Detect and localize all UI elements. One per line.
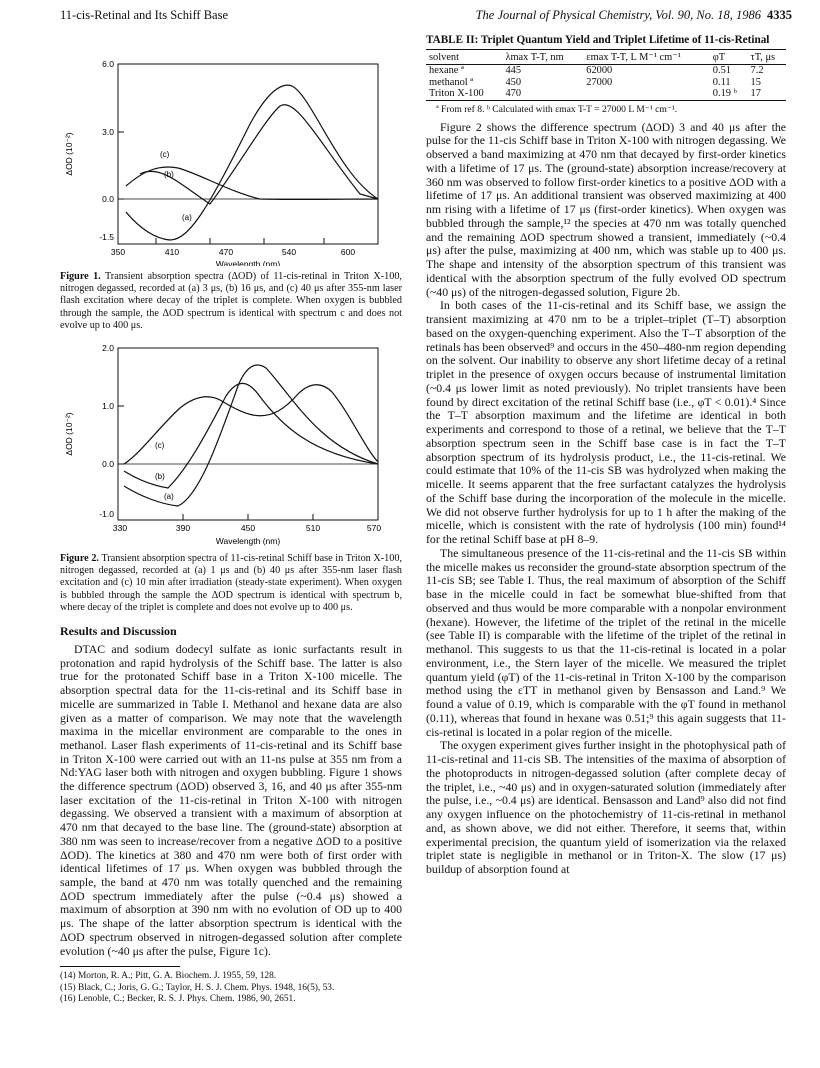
figure-2-caption [60, 553, 402, 614]
table-row [426, 77, 786, 89]
fig2-xtick-1: 390 [175, 523, 191, 534]
left-column [60, 34, 402, 1005]
fig2-label-a: (a) [164, 492, 174, 502]
figure-2-caption-text: Transient absorption spectra of 11-cis-retinal Schiff base in Triton X-100, nitrogen degassed, recorded at (a) 1 μs and (b) 40 μs after 355-nm laser flash excitation and (c) 10 min after irradiation (steady-state experiment). When oxygen is bubbled through the sample the ΔOD spectrum is identical with spectrum b, where decay of the triplet is complete and does not evolve up to 400 μs. [60, 553, 402, 613]
fig2-xtick-4: 570 [366, 523, 382, 534]
fig1-ytick-1: 3.0 [102, 127, 114, 137]
table-cell: 445 [505, 65, 522, 76]
table-cell: Triton X-100 [426, 88, 502, 100]
fig2-xtick-2: 450 [240, 523, 256, 534]
fig1-xtick-4: 600 [340, 247, 356, 257]
table-cell: 17 [748, 88, 786, 100]
fig1-ytick-0: 6.0 [102, 59, 114, 69]
fig2-xlabel: Wavelength (nm) [215, 536, 281, 547]
table-cell: 0.19 ᵇ [710, 88, 748, 100]
table-cell: 15 [750, 76, 761, 88]
fig1-ytick-3: -1.5 [99, 232, 114, 242]
running-header-right [476, 8, 792, 23]
right-column [426, 34, 786, 877]
fig1-ylabel: ΔOD (10⁻²) [64, 132, 74, 176]
table-2-header-solvent: solvent [426, 50, 502, 65]
fig1-curve-b [140, 105, 378, 204]
fig2-ytick-2: 0.0 [102, 459, 114, 470]
fig2-xtick-0: 330 [112, 523, 128, 534]
fig2-x-ticks [183, 514, 313, 520]
fig1-xtick-2: 470 [218, 247, 234, 257]
table-row [426, 88, 786, 100]
section-heading: Results and Discussion [60, 624, 177, 639]
fig2-ytick-3: -1.0 [99, 509, 114, 520]
fig1-curve-a [126, 85, 378, 240]
fig1-xtick-3: 540 [281, 247, 297, 257]
fig2-label-c: (c) [155, 441, 165, 451]
table-cell: 0.51 [712, 65, 731, 76]
journal-citation: The Journal of Physical Chemistry, Vol. 90, No. 18, 1986 [475, 8, 761, 22]
page-number: 4335 [767, 8, 792, 22]
reference-15: (15) Black, C.; Joris, G. G.; Taylor, H. S. J. Chem. Phys. 1948, 16(5), 53. [60, 982, 335, 993]
table-cell: 450 [505, 76, 522, 88]
fig2-label-b: (b) [155, 472, 165, 482]
table-2-header-tau: τT, μs [748, 50, 786, 65]
table-2-header-phi: φT [710, 50, 748, 65]
fig1-label-c: (c) [160, 150, 170, 159]
fig1-plot-frame [118, 64, 378, 244]
figure-1-chart [60, 34, 402, 266]
table-cell [583, 88, 710, 100]
table-cell: 62000 [586, 65, 613, 76]
table-2-footnote: ª From ref 8. ᵇ Calculated with εmax T-T = 27000 L M⁻¹ cm⁻¹. [436, 103, 678, 115]
references [60, 966, 335, 1005]
fig1-y-ticks [118, 64, 124, 199]
figure-1-caption-text: Transient absorption spectra (ΔOD) of 11-cis-retinal in Triton X-100, nitrogen degassed, recorded at (a) 3 μs, (b) 16 μs, and (c) 40 μs after 355-nm laser flash excitation where decay of the triplet is complete. When oxygen is bubbled through the sample, the ΔOD spectrum is identical with spectrum c and does not evolve up to 400 μs. [60, 271, 402, 331]
right-paragraph-4: The oxygen experiment gives further insight in the photophysical path of 11-cis-retinal and 11-cis SB. The intensities of the maxima of absorption of the photoproducts in nitrogen-degassed solution (after complete decay of the triplet, i.e., ~40 μs) and in oxygen-saturated solution (immediately after the pulse, i.e., ~0.4 μs) are identical. Bensasson and Land⁹ also did not find any oxygen influence on the photochemistry of 11-cis-retinal in methanol and, as shown above, we did not either. Therefore, it seems that, within experimental precision, the quantum yield of isomerization via the relaxed triplet state is negligible in methanol or in Triton-X. The slow (17 μs) buildup of absorption found at [426, 738, 786, 876]
reference-14: (14) Morton, R. A.; Pitt, G. A. Biochem. J. 1955, 59, 128. [60, 971, 277, 982]
table-cell: 470 [502, 88, 583, 100]
running-header-left: 11-cis-Retinal and Its Schiff Base [60, 8, 229, 22]
fig2-curve-c [124, 385, 378, 464]
table-cell: methanol ª [429, 76, 474, 88]
fig1-label-a: (a) [182, 213, 192, 222]
fig1-ytick-2: 0.0 [102, 194, 114, 204]
table-2 [426, 49, 786, 101]
table-cell: 7.2 [750, 65, 764, 76]
fig2-xtick-3: 510 [305, 523, 321, 534]
right-paragraph-2: In both cases of the 11-cis-retinal and its Schiff base, we assign the transient maximizing at 470 nm to be a triplet–triplet (T–T) absorption based on the oxygen-quenching experiment. Also the T–T absorption of the retinals has been observed⁹ and occurs in the 450–480-nm region depending on the solvent. Our inability to observe any short lifetime decay of a retinal triplet in the presence of oxygen occurs because of instrumental limitation (~0.4 μs lower limit as noted previously). No triplet transients have been found by direct excitation of the retinal Schiff base (i.e., φT < 0.01).⁴ Since the T–T absorption maximum and the lifetime are identical in both experiments and correspond to those of a retinal, we believe that the T–T absorption spectrum seen in the Schiff base case is in fact the T–T absorption spectrum of its hydrolysis product, i.e., the 11-cis-retinal. We could estimate that 10% of the 11-cis SB was hydrolyzed when making the micelle. It seems apparent that the free surfactant catalyzes the hydrolysis of the Schiff base during the incorporation of the molecule in the micelle. We did not observe further hydrolysis for up to 1 h after the making of the micelle, which is consistent with the rate of hydrolysis (100 min) found¹⁴ for the retinal Schiff base at pH 8–9. [426, 298, 786, 546]
figure-2-caption-lead: Figure 2. [60, 553, 99, 565]
table-2-header-row [426, 50, 786, 65]
fig1-x-ticks [156, 238, 324, 244]
fig2-ytick-0: 2.0 [102, 343, 114, 354]
right-paragraph-3: The simultaneous presence of the 11-cis-retinal and the 11-cis SB within the micelle makes us reconsider the ground-state absorption spectrum of the 11-cis SB; see Table I. Thus, the real maximum of absorption of the Schiff base in the micelle could in fact be somewhat blue-shifted from that observed and thus would be more comparable with a nonpolar environment (hexane). However, the lifetime of the triplet of the retinal in the micelle (see Table II) is comparable with the lifetime of the triplet of the retinal in methanol. This suggests to us that the 11-cis-retinal is located in a polar environment, i.e., the Stern layer of the micelle. We measured the triplet quantum yield (φT) of the 11-cis-retinal in Triton X-100 by the comparison method using the εTT in methanol given by Bensasson and Land.⁹ We found a value of 0.19, which is comparable with the φT found in methanol (0.11), whereas that found in hexane was 0.51;⁹ this again suggests that 11-cis-retinal is located in a polar region of the micelle. [426, 545, 786, 739]
fig2-y-ticks [118, 348, 124, 464]
right-paragraph-1: Figure 2 shows the difference spectrum (ΔOD) 3 and 40 μs after the pulse for the 11-cis Schiff base in Triton X-100 with nitrogen degassing. We observed a band maximizing at 470 nm that decayed by first-order kinetics with a lifetime of 17 μs. The (ground-state) absorption increase/recovery at 360 nm was observed to follow first-order kinetics to a positive ΔOD with a lifetime of 17 μs. An additional transient was observed maximizing at 400 nm rising with a lifetime of 17 μs (first-order kinetics). When oxygen was bubbled through the sample,¹² the species at 470 nm was totally quenched and the remaining ΔOD spectrum showed a transient, immediately (~0.4 μs) after the pulse, maximizing at 400 nm, which was stable up to 400 μs. The shape and intensity of the absorption spectrum of this transient was identical with the absorption spectrum of the fully evolved OD spectrum (~40 μs) of the nitrogen-degassed solution, Figure 2b. [426, 119, 786, 299]
fig2-plot-frame [118, 348, 378, 520]
table-cell: 0.11 [712, 76, 731, 88]
table-row [426, 65, 786, 77]
fig2-ytick-1: 1.0 [102, 401, 114, 412]
table-cell: 27000 [586, 76, 613, 88]
fig1-label-b: (b) [164, 170, 174, 179]
fig1-xlabel: Wavelength (nm) [215, 259, 281, 266]
table-cell: hexane ª [429, 65, 464, 76]
table-2-title: TABLE II: Triplet Quantum Yield and Triplet Lifetime of 11-cis-Retinal [426, 34, 770, 46]
fig1-xtick-1: 410 [164, 247, 180, 257]
table-2-header-epsilon: εmax T-T, L M⁻¹ cm⁻¹ [583, 50, 710, 65]
left-paragraph-1: DTAC and sodium dodecyl sulfate as ionic surfactants result in protonation and rapid hydrolysis of the Schiff base. The latter is also true for the protonated Schiff base in a Triton X-100 micelle. The absorption spectral data for the 11-cis-retinal and its Schiff base in micelle are summarized in Table I. Methanol and hexane data are also given as a matter of comparison. We may note that the wavelength maxima in the micellar environment are comparable to the ones in methanol. Laser flash experiments of 11-cis-retinal and its Schiff base in Triton X-100 were carried out with an 11-ns pulse at 355 nm from a Nd:YAG laser both with nitrogen and oxygen bubbling. Figure 1 shows the difference spectrum (ΔOD) observed 3, 16, and 40 μs after 355-nm laser excitation of the 11-cis-retinal in Triton X-100 with nitrogen degassing. We observed a transient with a maximum of absorption at 470 nm that decayed to the base line. The (ground-state) absorption at 380 nm was seen to increase/recover from a negative ΔOD to a positive ΔOD). The kinetics at 380 and 470 nm were both of first order with identical lifetimes of 17 μs. When oxygen was bubbled through the sample, the band at 470 nm was totally quenched and the remaining ΔOD spectrum immediately after the pulse (~0.4 μs) showed a maximum of absorption at 390 nm with no evolution of OD up to 400 μs. The shape of the latter absorption spectrum is identical with the ΔOD spectrum observed in nitrogen-degassed solution after complete evolution (~40 μs after the pulse, Figure 1c). [60, 642, 402, 958]
reference-16: (16) Lenoble, C.; Becker, R. S. J. Phys. Chem. 1986, 90, 2651. [60, 994, 296, 1005]
figure-1-caption-lead: Figure 1. [60, 271, 101, 282]
figure-1-caption [60, 271, 402, 332]
fig1-xtick-0: 350 [110, 247, 126, 257]
fig2-ylabel: ΔOD (10⁻²) [64, 412, 74, 456]
table-2-header-lambda: λmax T-T, nm [502, 50, 583, 65]
figure-2-chart [60, 336, 402, 548]
